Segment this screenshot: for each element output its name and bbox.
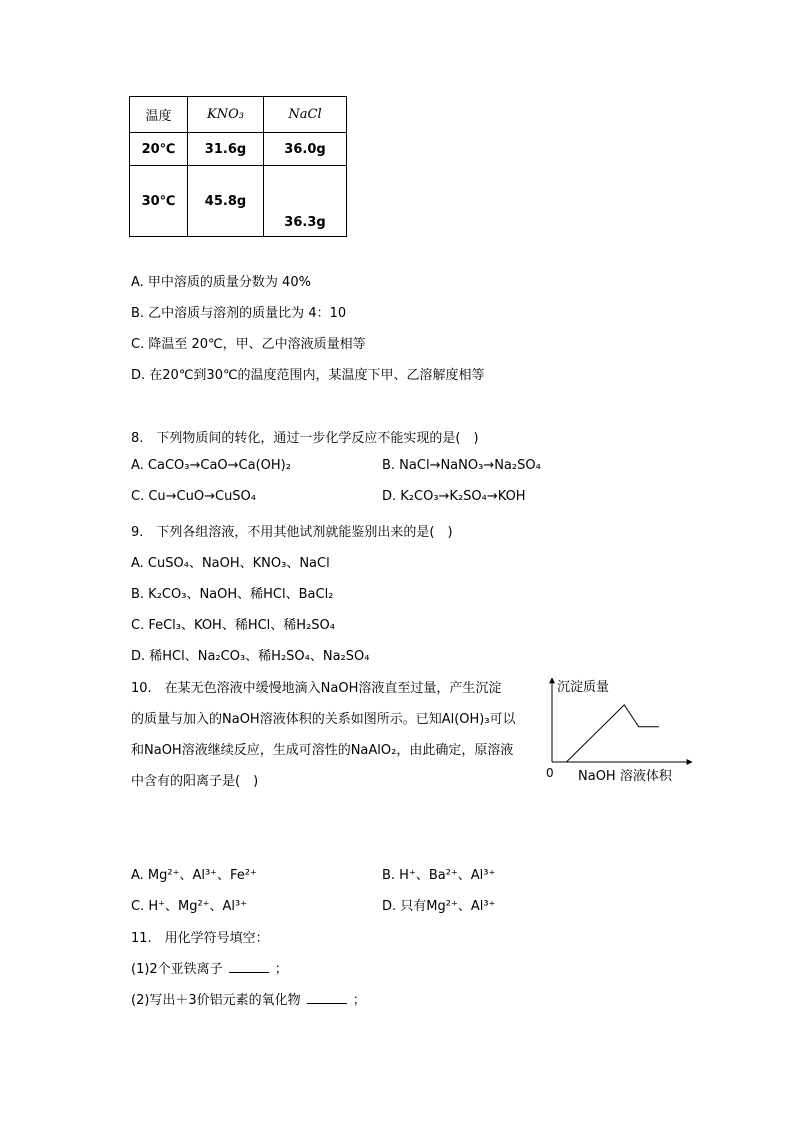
table-row xyxy=(130,133,347,166)
q9-option-a: A. CuSO₄、NaOH、KNO₃、NaCl xyxy=(131,556,330,571)
q10-option-d: D. 只有Mg²⁺、Al³⁺ xyxy=(382,899,496,914)
answer-blank[interactable] xyxy=(229,960,269,973)
table-cell: 20℃ xyxy=(130,133,188,166)
q11-item-2 xyxy=(131,989,366,1008)
table-cell: 36.0g xyxy=(264,133,347,166)
q9-stem: 9. 下列各组溶液，不用其他试剂就能鉴别出来的是( ) xyxy=(131,525,453,540)
solubility-table xyxy=(129,96,347,237)
q10-stem-line: 的质量与加入的NaOH溶液体积的关系如图所示。已知Al(OH)₃可以 xyxy=(131,712,516,727)
q10-stem-line: 和NaOH溶液继续反应，生成可溶性的NaAlO₂，由此确定，原溶液 xyxy=(131,743,514,758)
q11-item-text: (1)2个亚铁离子 xyxy=(131,962,223,977)
precipitate-series-line xyxy=(552,705,659,762)
answer-blank[interactable] xyxy=(307,991,347,1004)
table-header-cell: 温度 xyxy=(130,97,188,133)
q7-option-c: C. 降温至 20℃，甲、乙中溶液质量相等 xyxy=(131,337,366,352)
q7-option-a: A. 甲中溶质的质量分数为 40% xyxy=(131,275,311,290)
q11-item-suffix: ； xyxy=(274,962,288,977)
precipitate-chart xyxy=(536,674,696,786)
table-cell: 31.6g xyxy=(188,133,264,166)
q8-option-c: C. Cu→CuO→CuSO₄ xyxy=(131,489,257,504)
table-header-row xyxy=(130,97,347,133)
table-row xyxy=(130,166,347,237)
q11-item-suffix: ； xyxy=(352,993,366,1008)
q9-option-c: C. FeCl₃、KOH、稀HCl、稀H₂SO₄ xyxy=(131,618,335,633)
q11-item-1 xyxy=(131,958,288,977)
q8-option-d: D. K₂CO₃→K₂SO₄→KOH xyxy=(382,489,526,504)
q10-option-b: B. H⁺、Ba²⁺、Al³⁺ xyxy=(382,868,496,883)
table-header-cell: KNO₃ xyxy=(188,97,264,133)
q7-option-d: D. 在20℃到30℃的温度范围内，某温度下甲、乙溶解度相等 xyxy=(131,368,485,383)
q10-stem-line: 中含有的阳离子是( ) xyxy=(131,774,259,789)
table-cell: 36.3g xyxy=(264,166,347,237)
q11-stem: 11. 用化学符号填空： xyxy=(131,931,269,946)
y-axis-label: 沉淀质量 xyxy=(557,680,610,695)
table-cell: 45.8g xyxy=(188,166,264,237)
q9-option-b: B. K₂CO₃、NaOH、稀HCl、BaCl₂ xyxy=(131,587,334,602)
q10-stem-line: 10. 在某无色溶液中缓慢地滴入NaOH溶液直至过量，产生沉淀 xyxy=(131,681,502,696)
x-axis-label: NaOH 溶液体积 xyxy=(578,769,672,784)
q8-option-a: A. CaCO₃→CaO→Ca(OH)₂ xyxy=(131,458,291,473)
q10-option-c: C. H⁺、Mg²⁺、Al³⁺ xyxy=(131,899,248,914)
q7-option-b: B. 乙中溶质与溶剂的质量比为 4：10 xyxy=(131,306,347,321)
table-cell: 30℃ xyxy=(130,166,188,237)
q11-item-text: (2)写出＋3价铝元素的氧化物 xyxy=(131,993,301,1008)
q8-option-b: B. NaCl→NaNO₃→Na₂SO₄ xyxy=(382,458,541,473)
q9-option-d: D. 稀HCl、Na₂CO₃、稀H₂SO₄、Na₂SO₄ xyxy=(131,649,370,664)
q8-stem: 8. 下列物质间的转化，通过一步化学反应不能实现的是( ) xyxy=(131,431,479,446)
q10-option-a: A. Mg²⁺、Al³⁺、Fe²⁺ xyxy=(131,868,257,883)
table-header-cell: NaCl xyxy=(264,97,347,133)
origin-label: 0 xyxy=(546,766,554,780)
